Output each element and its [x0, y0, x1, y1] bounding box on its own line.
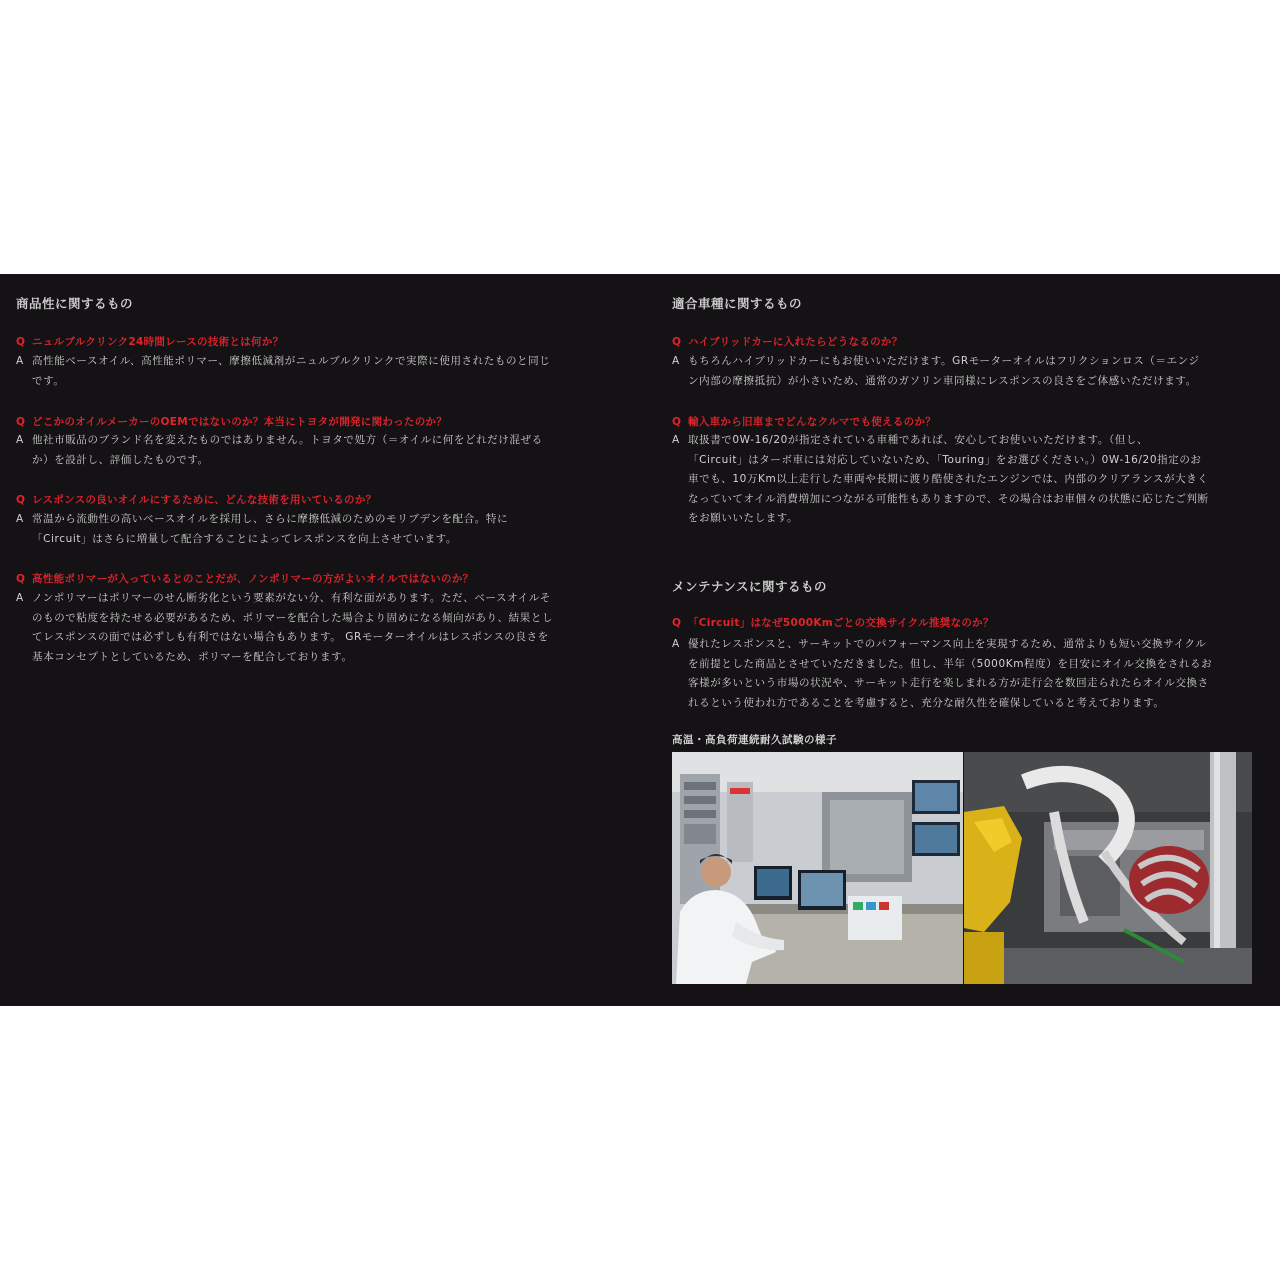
- q-marker: Q: [16, 416, 26, 428]
- engine-scene-illustration: [964, 752, 1252, 984]
- answer-line: ン内部の摩擦抵抗）が小さいため、通常のガソリン車同様にレスポンスの良さをご体感いただけます。: [688, 374, 1197, 387]
- answer-line: のもので粘度を持たせる必要があるため、ポリマーを配合した場合より固めになる傾向があり、結果とし: [32, 611, 554, 624]
- a-marker: A: [672, 434, 680, 446]
- question-2: [16, 414, 447, 429]
- a-marker: A: [16, 434, 24, 446]
- question-text: ニュルブルクリンク24時間レースの技術とは何か？: [32, 336, 284, 348]
- q-marker: Q: [672, 336, 682, 348]
- question-text: レスポンスの良いオイルにするために、どんな技術を用いているのか？: [32, 494, 377, 506]
- section-title-product: 商品性に関するもの: [16, 296, 134, 311]
- answer-6: [672, 431, 1209, 529]
- question-7: [672, 615, 994, 630]
- answer-line: 常温から流動性の高いベースオイルを採用し、さらに摩擦低減のためのモリブデンを配合。特に: [32, 513, 509, 525]
- answer-4: [16, 589, 553, 667]
- q-marker: Q: [16, 573, 26, 585]
- question-text: ハイブリッドカーに入れたらどうなるのか？: [688, 336, 903, 348]
- question-text: 高性能ポリマーが入っているとのことだが、ノンポリマーの方がよいオイルではないのか？: [32, 573, 474, 585]
- question-text: 輸入車から旧車までどんなクルマでも使えるのか？: [688, 416, 937, 428]
- a-marker: A: [16, 592, 24, 604]
- answer-line: か）を設計し、評価したものです。: [32, 453, 209, 466]
- q-marker: Q: [16, 336, 26, 348]
- question-6: [672, 414, 936, 429]
- section-title-maintenance: メンテナンスに関するもの: [672, 579, 828, 594]
- answer-line: 車でも、10万Km以上走行した車両や長期に渡り酷使されたエンジンでは、内部のクリアランスが大きく: [688, 473, 1209, 485]
- answer-line: をお願いいたします。: [688, 512, 799, 524]
- engine-dynamometer-photo: [964, 752, 1252, 984]
- answer-line: 他社市販品のブランド名を変えたものではありません。トヨタで処方（＝オイルに何をどれだけ混ぜる: [32, 434, 543, 446]
- q-marker: Q: [672, 416, 682, 428]
- answer-line: を前提とした商品とさせていただきました。但し、半年（5000Km程度）を目安にオイル交換をされるお: [688, 657, 1213, 670]
- answer-line: れるという使われ方であることを考慮すると、充分な耐久性を確保していると考えております。: [688, 696, 1165, 709]
- answer-1: [16, 352, 550, 391]
- answer-line: なっていてオイル消費増加につながる可能性もありますので、その場合はお車個々の状態に応じたご判断: [688, 492, 1209, 505]
- q-marker: Q: [672, 617, 682, 629]
- question-5: [672, 334, 903, 349]
- answer-line: 「Circuit」はさらに増量して配合することによってレスポンスを向上させています。: [32, 532, 458, 545]
- section-title-compatible-vehicles: 適合車種に関するもの: [672, 296, 803, 311]
- answer-line: もちろんハイブリッドカーにもお使いいただけます。GRモーターオイルはフリクションロス（＝エンジ: [688, 355, 1200, 367]
- answer-2: [16, 431, 543, 470]
- dark-panel: [0, 274, 1280, 1006]
- question-1: [16, 334, 283, 349]
- a-marker: A: [672, 638, 680, 650]
- a-marker: A: [672, 355, 680, 367]
- question-4: [16, 571, 473, 586]
- answer-line: 取扱書で0W-16/20が指定されている車種であれば、安心してお使いいただけます。（但し、: [688, 434, 1149, 446]
- engine-test-lab-photo: [672, 752, 963, 984]
- answer-line: 「Circuit」はターボ車には対応していないため、「Touring」をお選びください。）0W-16/20指定のお: [688, 453, 1202, 466]
- answer-line: 客様が多いという市場の状況や、サーキット走行を楽しまれる方が走行会を数回走られたらオイル交換さ: [688, 677, 1209, 689]
- answer-7: [672, 635, 1212, 713]
- q-marker: Q: [16, 494, 26, 506]
- lab-scene-illustration: [672, 752, 963, 984]
- question-3: [16, 492, 376, 507]
- answer-line: 優れたレスポンスと、サーキットでのパフォーマンス向上を実現するため、通常よりも短い交換サイクル: [688, 638, 1207, 650]
- answer-line: 高性能ベースオイル、高性能ポリマー、摩擦低減剤がニュルブルクリンクで実際に使用されたものと同じ: [32, 355, 551, 367]
- answer-3: [16, 510, 508, 549]
- question-text: 「Circuit」はなぜ5000Kmごとの交換サイクル推奨なのか？: [688, 617, 994, 629]
- answer-line: ノンポリマーはポリマーのせん断劣化という要素がない分、有利な面があります。ただ、ベースオイルそ: [32, 592, 551, 604]
- answer-line: 基本コンセプトとしているため、ポリマーを配合しております。: [32, 650, 353, 663]
- photo-caption: 高温・高負荷連続耐久試験の様子: [672, 734, 837, 746]
- answer-line: です。: [32, 374, 65, 387]
- answer-line: てレスポンスの面では必ずしも有利ではない場合もあります。 GRモーターオイルはレスポンスの良さを: [32, 631, 549, 643]
- a-marker: A: [16, 513, 24, 525]
- answer-5: [672, 352, 1200, 391]
- a-marker: A: [16, 355, 24, 367]
- question-text: どこかのオイルメーカーのOEMではないのか？本当にトヨタが開発に関わったのか？: [32, 416, 448, 428]
